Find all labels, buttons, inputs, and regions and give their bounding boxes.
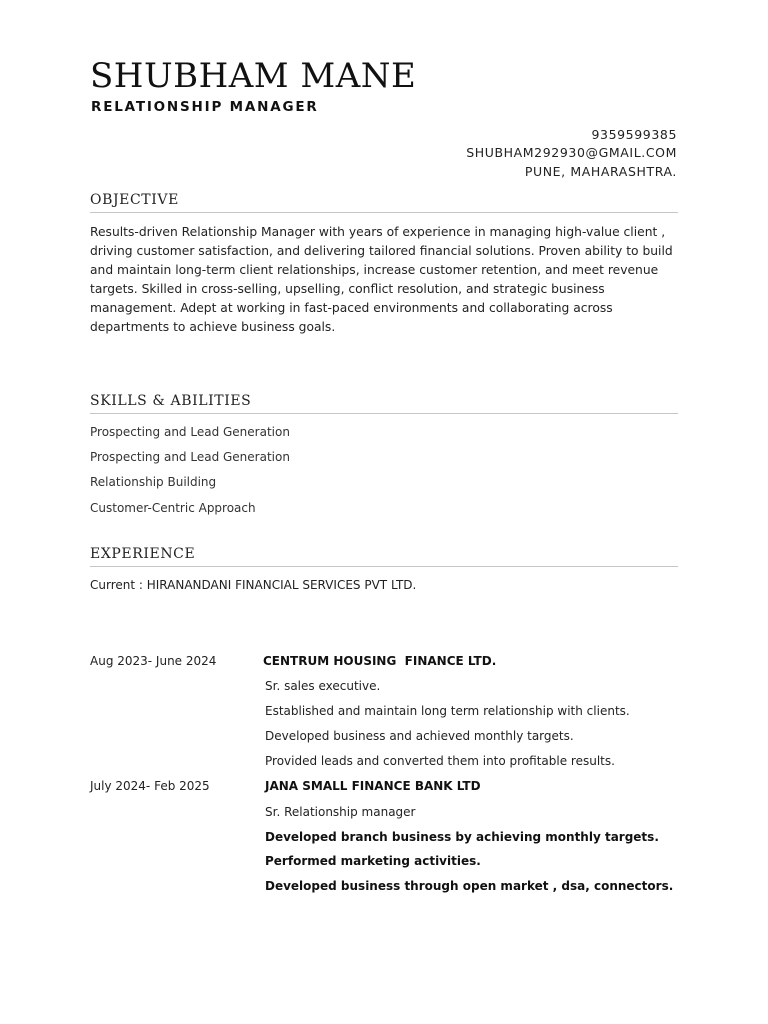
objective-heading: OBJECTIVE (90, 192, 678, 213)
objective-line: targets. Skilled in cross-selling, upselling, conflict resolution, and strategic business (90, 281, 605, 296)
location: PUNE, MAHARASHTRA. (524, 163, 677, 179)
job-company: JANA SMALL FINANCE BANK LTD (265, 779, 481, 793)
job-dates: July 2024- Feb 2025 (90, 779, 210, 793)
objective-line: Results-driven Relationship Manager with years of experience in managing high-value client , (90, 225, 666, 239)
skills-heading: SKILLS & ABILITIES (90, 393, 678, 414)
candidate-name: SHUBHAM MANE (90, 56, 417, 96)
email-address: SHUBHAM292930@GMAIL.COM (466, 145, 677, 161)
current-employer: Current : HIRANANDANI FINANCIAL SERVICES PVT LTD. (90, 578, 417, 592)
job-duty: Provided leads and converted them into profitable results. (265, 754, 615, 768)
skill-item: Prospecting and Lead Generation (90, 450, 290, 464)
objective-text (90, 223, 680, 336)
objective-line: management. Adept at working in fast-paced environments and collaborating across (90, 300, 613, 315)
objective-line: and maintain long-term client relationships, increase customer retention, and meet revenue (90, 262, 659, 277)
job-duty: Performed marketing activities. (265, 854, 481, 868)
experience-heading: EXPERIENCE (90, 546, 678, 567)
job-duty: Developed business and achieved monthly targets. (265, 729, 574, 743)
job-dates: Aug 2023- June 2024 (90, 654, 217, 668)
phone-number: 9359599385 (591, 127, 677, 142)
objective-line: driving customer satisfaction, and delivering tailored financial solutions. Proven ability to build (90, 243, 673, 258)
job-company: CENTRUM HOUSING FINANCE LTD. (263, 654, 497, 668)
job-duty: Developed business through open market , dsa, connectors. (265, 879, 674, 893)
skill-item: Customer-Centric Approach (90, 501, 256, 515)
skill-item: Prospecting and Lead Generation (90, 425, 290, 439)
job-title: RELATIONSHIP MANAGER (91, 99, 319, 115)
job-duty: Established and maintain long term relationship with clients. (265, 704, 630, 718)
job-role: Sr. Relationship manager (265, 805, 416, 819)
job-role: Sr. sales executive. (265, 679, 381, 693)
contact-block (466, 126, 677, 181)
skill-item: Relationship Building (90, 475, 217, 489)
objective-line: departments to achieve business goals. (90, 319, 336, 334)
job-duty: Developed branch business by achieving monthly targets. (265, 830, 659, 844)
